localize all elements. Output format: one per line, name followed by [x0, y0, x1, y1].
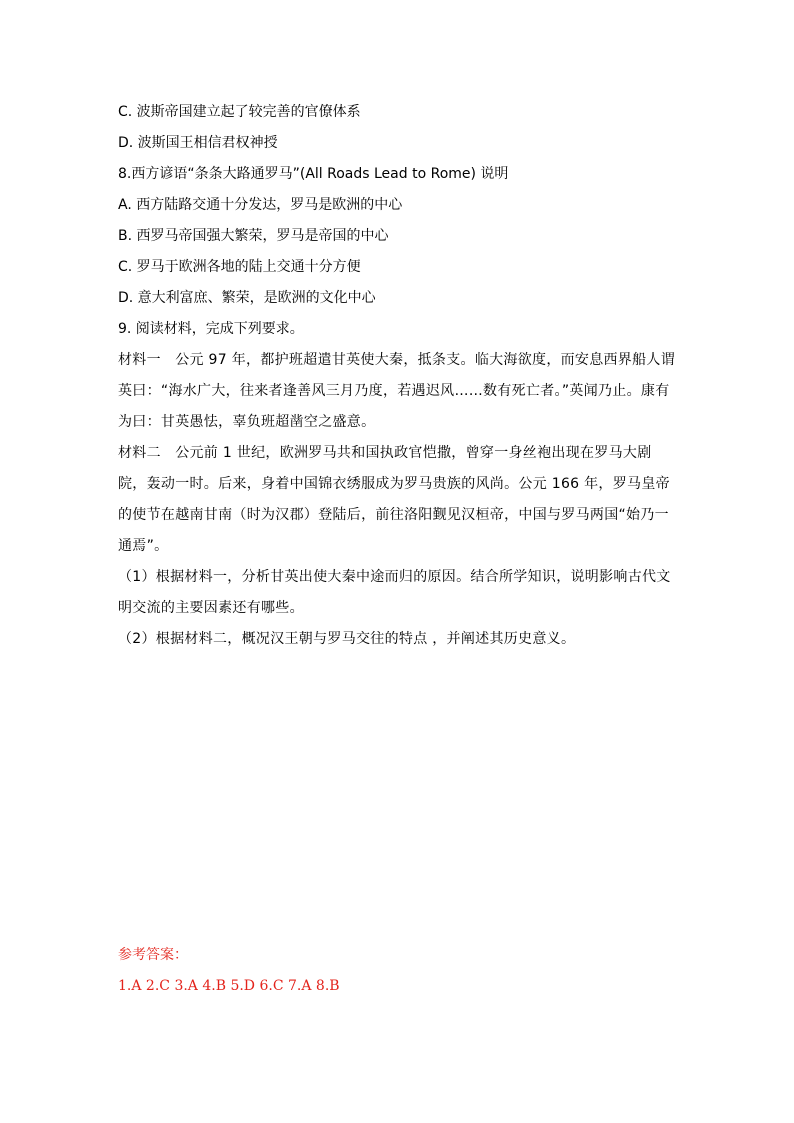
- q9-requirement-2: （2）根据材料二，概况汉王朝与罗马交往的特点 ，并阐述其历史意义。: [118, 631, 576, 647]
- q9-requirement-1: （1）根据材料一，分析甘英出使大秦中途而归的原因。结合所学知识，说明影响古代文明交流的主要因素还有哪些。: [118, 569, 671, 616]
- document-body: [118, 97, 678, 655]
- q8-option-a: A. 西方陆路交通十分发达，罗马是欧洲的中心: [118, 197, 403, 213]
- answer-key-title: 参考答案：: [118, 947, 188, 963]
- q8-option-c: C. 罗马于欧洲各地的陆上交通十分方便: [118, 259, 361, 275]
- answer-key-list: 1.A 2.C 3.A 4.B 5.D 6.C 7.A 8.B: [118, 978, 340, 994]
- q8-stem: 8.西方谚语“条条大路通罗马”(All Roads Lead to Rome) 说明: [118, 166, 509, 182]
- q9-material-1: 材料一 公元 97 年，都护班超遣甘英使大秦，抵条支。临大海欲度，而安息西界船人谓英曰：“海水广大，往来者逢善风三月乃度，若遇迟风……数有死亡者。”英闻乃止。康有为曰：甘英愚怯，辜负班超凿空之盛意。: [118, 352, 676, 430]
- q9-stem: 9. 阅读材料，完成下列要求。: [118, 321, 304, 337]
- q7-option-c: C. 波斯帝国建立起了较完善的官僚体系: [118, 104, 361, 120]
- q7-option-d: D. 波斯国王相信君权神授: [118, 135, 278, 151]
- q9-material-2: 材料二 公元前 1 世纪，欧洲罗马共和国执政官恺撒，曾穿一身丝袍出现在罗马大剧院，轰动一时。后来，身着中国锦衣绣服成为罗马贵族的风尚。公元 166 年，罗马皇帝的使节在越南甘南（时为汉郡）登陆后，前往洛阳觐见汉桓帝，中国与罗马两国“始乃一通焉”。: [118, 445, 670, 554]
- answer-key-section: [118, 940, 678, 1002]
- q8-option-b: B. 西罗马帝国强大繁荣，罗马是帝国的中心: [118, 228, 389, 244]
- q8-option-d: D. 意大利富庶、繁荣，是欧洲的文化中心: [118, 290, 376, 306]
